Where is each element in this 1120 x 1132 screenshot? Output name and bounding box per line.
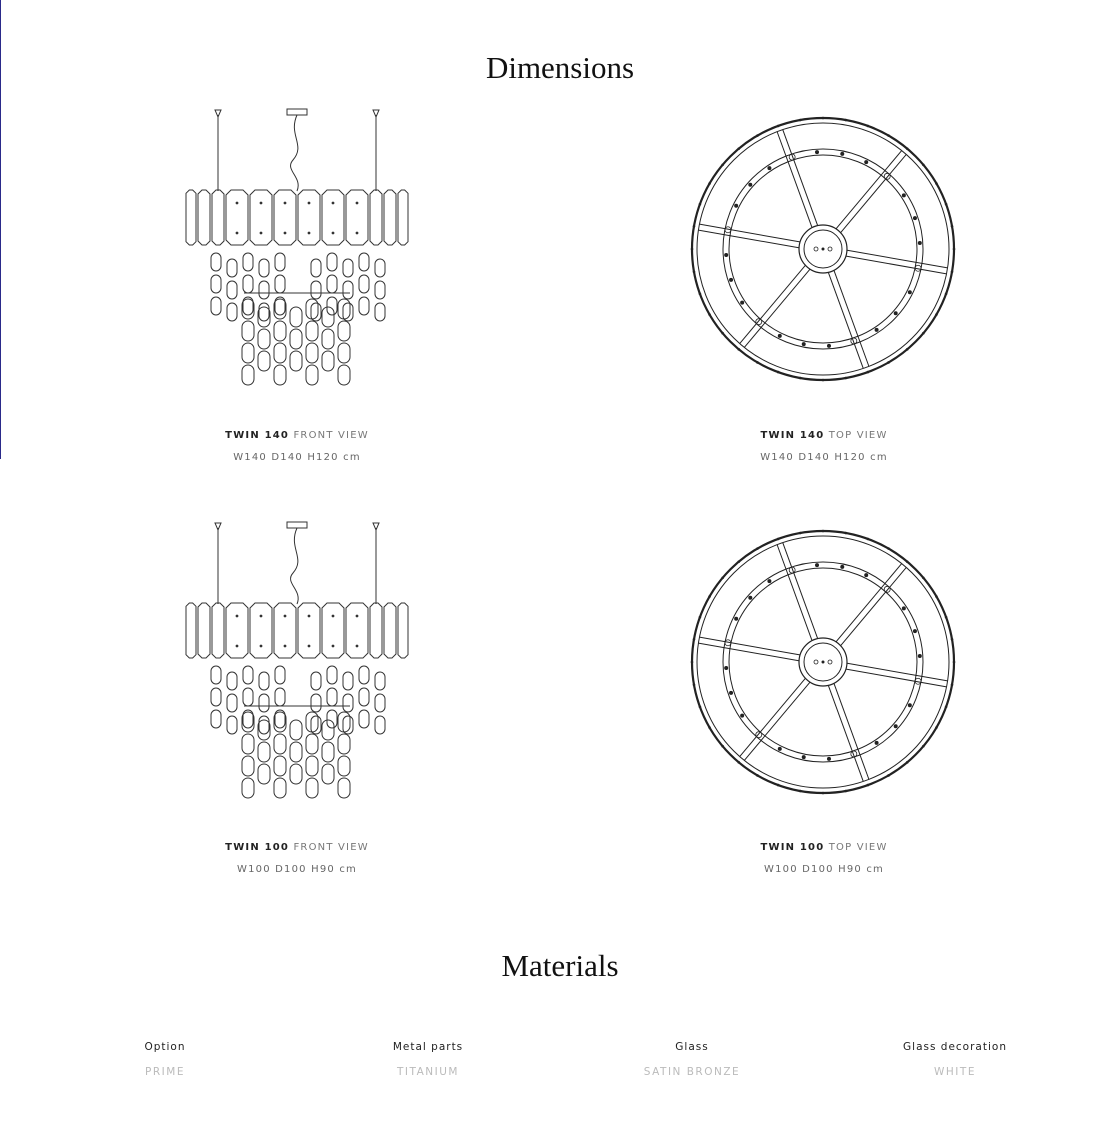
- material-label: Option: [144, 1041, 186, 1053]
- material-value: PRIME: [145, 1066, 185, 1078]
- material-label: Glass: [675, 1041, 709, 1053]
- material-value: WHITE: [934, 1066, 976, 1078]
- material-label: Metal parts: [392, 1041, 464, 1053]
- item-caption: [674, 430, 974, 441]
- view-name: TOP VIEW: [828, 430, 888, 441]
- top-view-drawing: [688, 527, 958, 797]
- view-name: TOP VIEW: [828, 842, 888, 853]
- view-name: FRONT VIEW: [293, 842, 369, 853]
- material-value: TITANIUM: [397, 1066, 459, 1078]
- materials-title: Materials: [501, 948, 619, 983]
- item-caption: [147, 430, 447, 441]
- dimensions-text: W100 D100 H90 cm: [237, 864, 357, 875]
- front-view-drawing: [178, 518, 418, 803]
- item-caption: [674, 842, 974, 853]
- dimensions-text: W140 D140 H120 cm: [760, 452, 888, 463]
- model-name: TWIN 140: [225, 430, 290, 441]
- model-name: TWIN 140: [760, 430, 825, 441]
- model-name: TWIN 100: [760, 842, 825, 853]
- top-view-drawing: [688, 114, 958, 384]
- item-caption: [147, 842, 447, 853]
- material-value: SATIN BRONZE: [643, 1066, 741, 1078]
- dimensions-text: W140 D140 H120 cm: [233, 452, 361, 463]
- material-option: [65, 1041, 265, 1078]
- view-name: FRONT VIEW: [293, 430, 369, 441]
- dimensions-title: Dimensions: [485, 50, 635, 85]
- material-label: Glass decoration: [903, 1041, 1007, 1053]
- material-glass-decoration: [855, 1041, 1055, 1078]
- dimensions-text: W100 D100 H90 cm: [764, 864, 884, 875]
- front-view-drawing: [178, 105, 418, 390]
- material-metal-parts: [328, 1041, 528, 1078]
- model-name: TWIN 100: [225, 842, 290, 853]
- material-glass: [592, 1041, 792, 1078]
